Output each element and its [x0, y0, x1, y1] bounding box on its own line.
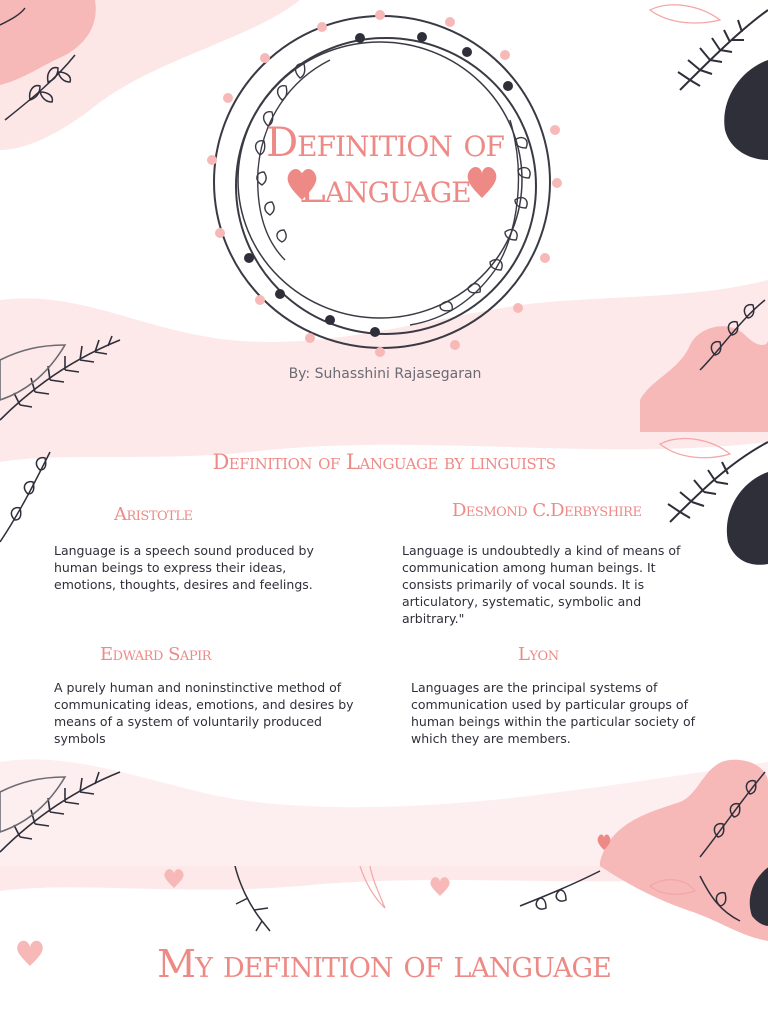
leaf-branch-icon	[0, 452, 50, 542]
cover-title-line2: Language	[299, 166, 471, 212]
linguists-section-title: Definition of Language by linguists	[212, 450, 556, 474]
dark-leaf-icon	[650, 5, 768, 160]
linguist-name-aristotle: Aristotle	[114, 504, 193, 525]
linguist-quote-sapir: A purely human and noninstinctive method of communicating ideas, emotions, and desires by means of a system of voluntarily produced symbols	[54, 680, 354, 746]
linguist-name-derbyshire: Desmond C.Derbyshire	[452, 500, 642, 521]
linguists-slide	[0, 432, 768, 866]
linguist-quote-derbyshire: Language is undoubtedly a kind of means of communication among human beings. It consists primarily of vocal sounds. It is articulatory, systematic, symbolic and arbitrary."	[402, 543, 681, 626]
linguist-quote-lyon: Languages are the principal systems of communication used by particular groups of human beings within the particular society of which they are members.	[411, 680, 696, 746]
my-definition-slide	[0, 866, 768, 1024]
cover-slide	[0, 0, 768, 432]
cover-title	[250, 120, 520, 212]
heart-icon	[17, 941, 43, 966]
linguist-quote-aristotle: Language is a speech sound produced by human beings to express their ideas, emotions, thoughts, desires and feelings.	[54, 543, 314, 592]
linguist-name-sapir: Edward Sapir	[100, 644, 211, 665]
cover-title-line1: Definition of	[266, 120, 504, 166]
my-definition-title: My definition of language	[157, 942, 611, 986]
linguist-name-lyon: Lyon	[518, 644, 559, 665]
author-byline: By: Suhasshini Rajasegaran	[288, 366, 482, 382]
